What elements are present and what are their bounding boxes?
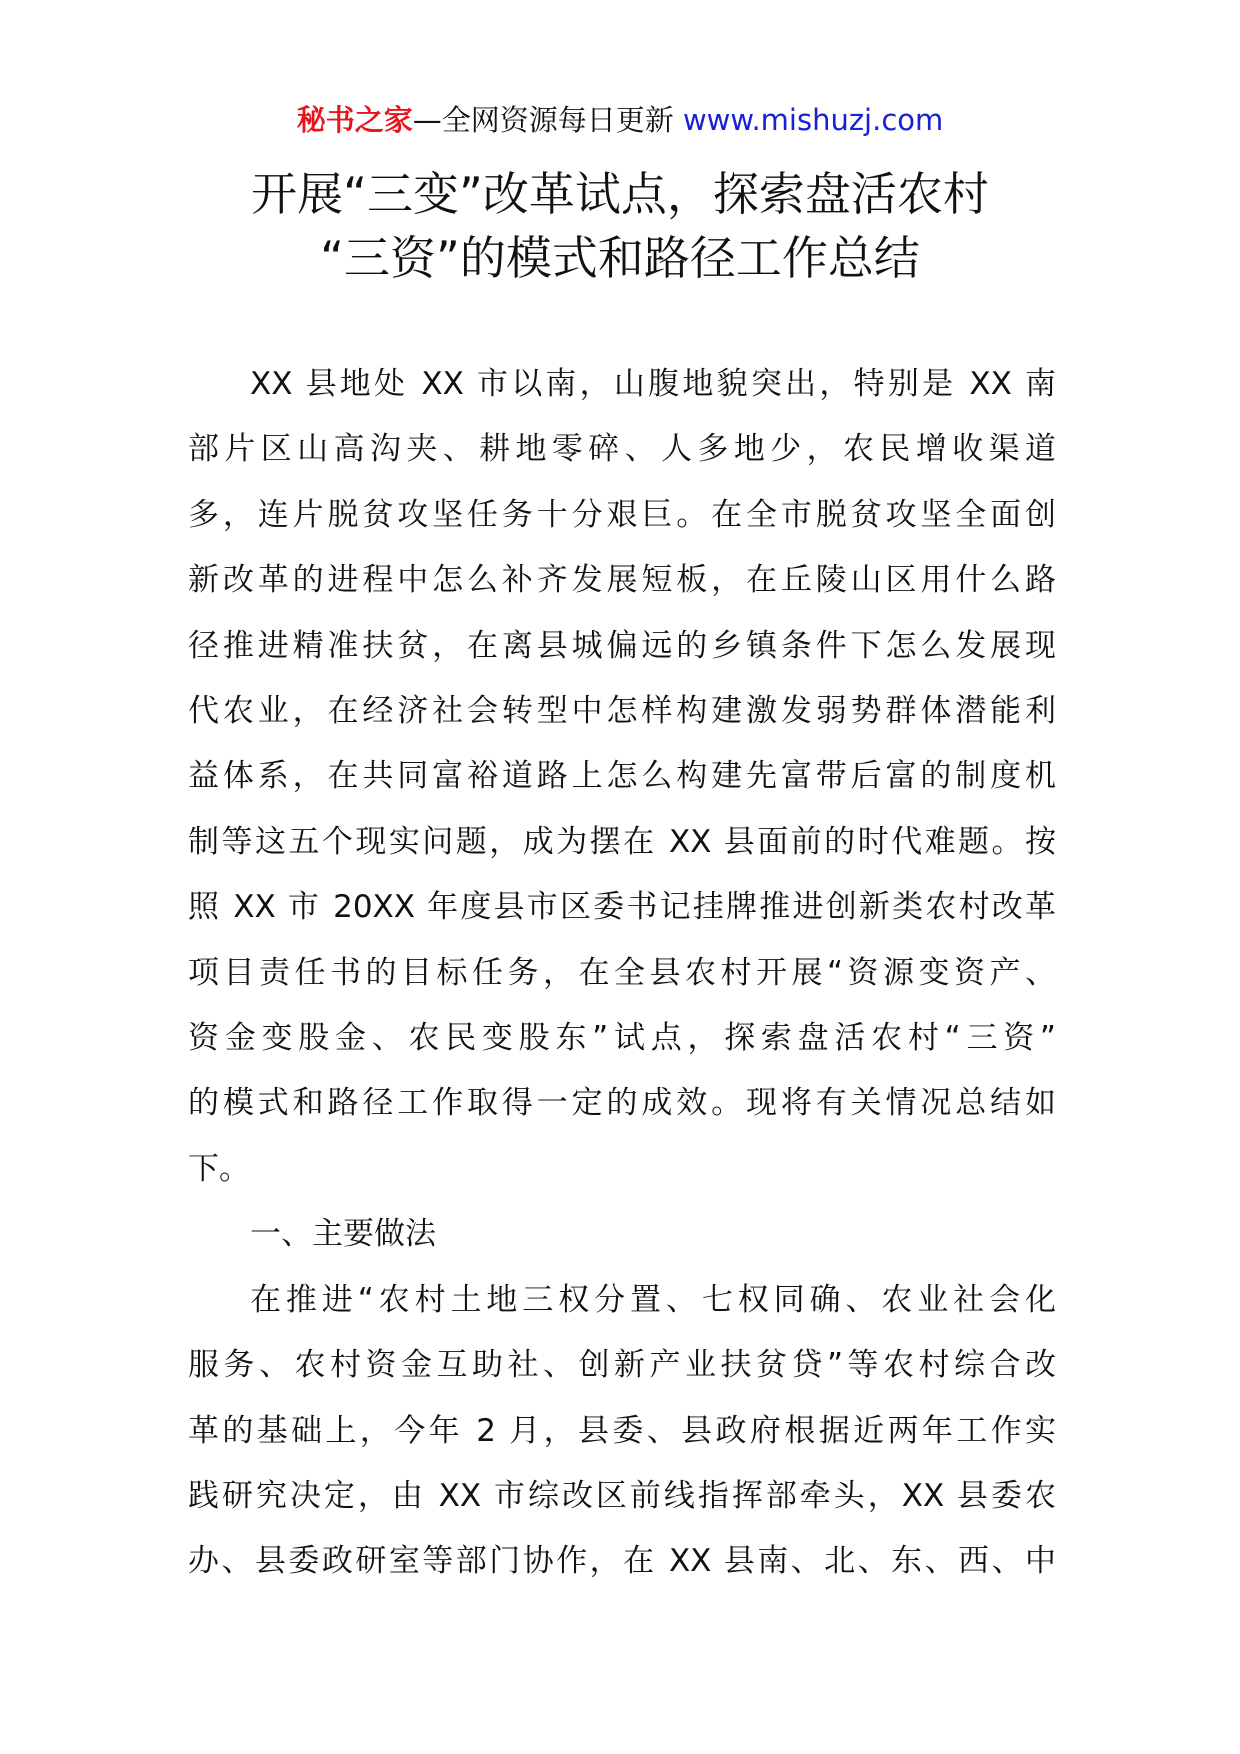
document-body	[188, 352, 1056, 1595]
intro-paragraph	[188, 352, 1056, 1202]
section-heading-1: 一、主要做法	[250, 1216, 436, 1253]
site-brand: 秘书之家	[296, 103, 413, 137]
section-1-paragraph	[188, 1268, 1056, 1595]
text-line: 部片区山高沟夹、耕地零碎、人多地少，农民增收渠道	[188, 431, 1056, 468]
text-line: 多，连片脱贫攻坚任务十分艰巨。在全市脱贫攻坚全面创	[188, 496, 1056, 533]
text-line: 在推进“农村土地三权分置、七权同确、农业社会化	[250, 1281, 1056, 1318]
text-line: XX 县地处 XX 市以南，山腹地貌突出，特别是 XX 南	[250, 366, 1056, 402]
site-url-link[interactable]: www.mishuzj.com	[682, 103, 944, 137]
text-line: 服务、农村资金互助社、创新产业扶贫贷”等农村综合改	[188, 1347, 1056, 1384]
text-line: 照 XX 市 20XX 年度县市区委书记挂牌推进创新类农村改革	[188, 889, 1056, 926]
site-tagline: —全网资源每日更新	[412, 103, 683, 137]
text-line: 代农业，在经济社会转型中怎样构建激发弱势群体潜能利	[188, 693, 1056, 730]
text-line: 革的基础上，今年 2 月，县委、县政府根据近两年工作实	[188, 1412, 1056, 1449]
text-line: 益体系，在共同富裕道路上怎么构建先富带后富的制度机	[188, 758, 1056, 795]
text-line: 践研究决定，由 XX 市综改区前线指挥部牵头，XX 县委农	[188, 1477, 1056, 1514]
text-line: 项目责任书的目标任务，在全县农村开展“资源变资产、	[188, 954, 1056, 991]
text-line: 的模式和路径工作取得一定的成效。现将有关情况总结如	[188, 1085, 1056, 1122]
text-line: 办、县委政研室等部门协作，在 XX 县南、北、东、西、中	[188, 1543, 1056, 1580]
text-line: 径推进精准扶贫，在离县城偏远的乡镇条件下怎么发展现	[188, 627, 1056, 664]
text-line: 资金变股金、农民变股东”试点，探索盘活农村“三资”	[188, 1020, 1056, 1057]
text-line: 制等这五个现实问题，成为摆在 XX 县面前的时代难题。按	[188, 823, 1056, 860]
site-header	[0, 100, 1240, 140]
document-title	[150, 162, 1090, 290]
title-line-2: “三资”的模式和路径工作总结	[320, 231, 920, 285]
text-line: 下。	[188, 1150, 250, 1187]
title-line-1: 开展“三变”改革试点，探索盘活农村	[251, 167, 989, 221]
text-line: 新改革的进程中怎么补齐发展短板，在丘陵山区用什么路	[188, 562, 1056, 599]
